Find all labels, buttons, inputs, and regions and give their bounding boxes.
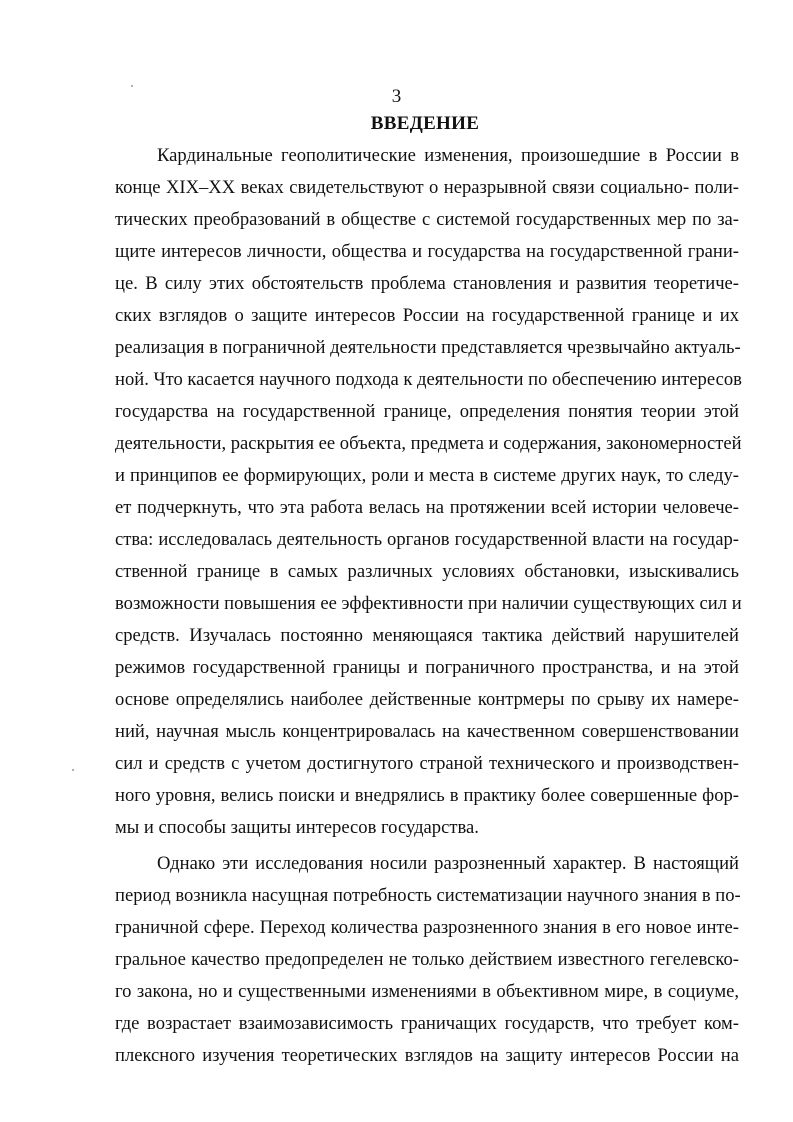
text-line: Однако эти исследования носили разрозненный характер. В настоящий [157, 853, 739, 874]
text-line: конце XIX–XX веках свидетельствуют о неразрывной связи социально- поли- [115, 177, 739, 198]
text-line: где возрастает взаимозависимость граничащих государств, что требует ком- [115, 1013, 739, 1034]
text-line: ства: исследовалась деятельность органов государственной власти на государ- [115, 529, 739, 550]
text-line: сил и средств с учетом достигнутого страной технического и производствен- [115, 753, 739, 774]
text-line: основе определялись наиболее действенные контрмеры по срыву их намере- [115, 689, 739, 710]
text-line: средств. Изучалась постоянно меняющаяся тактика действий нарушителей [115, 625, 739, 646]
text-line: период возникла насущная потребность систематизации научного знания в по- [115, 885, 741, 906]
text-line: государства на государственной границе, определения понятия теории этой [115, 401, 739, 422]
text-line: гральное качество предопределен не только действием известного гегелевско- [115, 949, 739, 970]
text-line: ного уровня, велись поиски и внедрялись в практику более совершенные фор- [115, 785, 739, 806]
text-line: щите интересов личности, общества и государства на государственной грани- [115, 241, 739, 262]
page-number: 3 [391, 86, 402, 107]
text-line: деятельности, раскрытия ее объекта, предмета и содержания, закономерностей [115, 433, 742, 454]
text-line: го закона, но и существенными изменениями в объективном мире, в социуме, [115, 981, 739, 1002]
text-line: реализация в пограничной деятельности представляется чрезвычайно актуаль- [115, 337, 741, 358]
text-line: граничной сфере. Переход количества разрозненного знания в его новое инте- [115, 917, 739, 938]
text-line: режимов государственной границы и пограничного пространства, и на этой [115, 657, 739, 678]
text-line: ственной границе в самых различных условиях обстановки, изыскивались [115, 561, 739, 582]
text-line: ских взглядов о защите интересов России на государственной границе и их [115, 305, 739, 326]
text-line: тических преобразований в обществе с системой государственных мер по за- [115, 209, 739, 230]
text-line: ной. Что касается научного подхода к деятельности по обеспечению интересов [115, 369, 742, 390]
section-heading: ВВЕДЕНИЕ [370, 113, 480, 134]
text-line: ний, научная мысль концентрировалась на качественном совершенствовании [115, 721, 739, 742]
text-line: Кардинальные геополитические изменения, произошедшие в России в [157, 145, 739, 166]
scan-speck [72, 769, 74, 771]
text-line: ет подчеркнуть, что эта работа велась на протяжении всей истории человече- [115, 497, 739, 518]
text-line: мы и способы защиты интересов государства. [115, 817, 479, 838]
text-line: плексного изучения теоретических взглядов на защиту интересов России на [115, 1045, 739, 1066]
text-line: возможности повышения ее эффективности при наличии существующих сил и [115, 593, 742, 614]
text-line: и принципов ее формирующих, роли и места в системе других наук, то следу- [115, 465, 739, 486]
text-line: це. В силу этих обстоятельств проблема становления и развития теоретиче- [115, 273, 739, 294]
